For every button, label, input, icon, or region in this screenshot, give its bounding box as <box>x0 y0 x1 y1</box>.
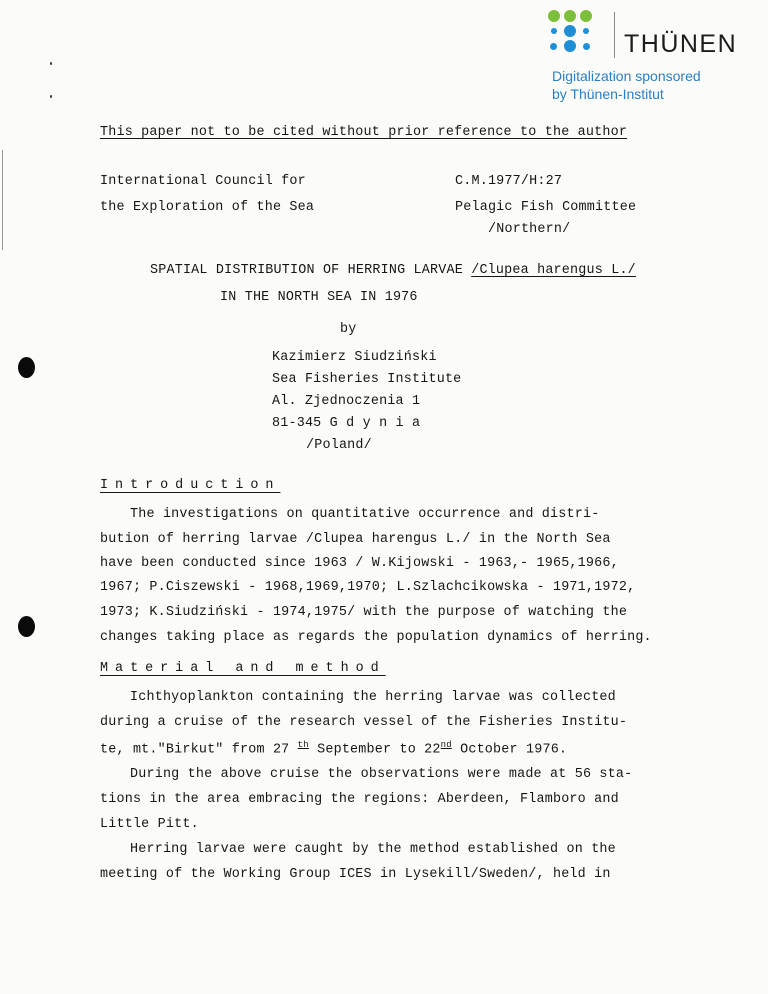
intro-line: The investigations on quantitative occurrence and distri- <box>130 507 600 522</box>
committee-line-2: /Northern/ <box>488 222 571 237</box>
method-line: Little Pitt. <box>100 817 199 832</box>
punch-hole-top <box>18 357 35 378</box>
intro-line: 1973; K.Siudziński - 1974,1975/ with the purpose of watching the <box>100 605 628 620</box>
thunen-logo-dots <box>548 8 606 56</box>
sponsor-line-1: Digitalization sponsored <box>552 68 701 84</box>
method-line: during a cruise of the research vessel of the Fisheries Institu- <box>100 715 628 730</box>
punch-hole-bottom <box>18 616 35 637</box>
citation-notice: This paper not to be cited without prior reference to the author <box>100 125 628 140</box>
method-line: During the above cruise the observations were made at 56 sta- <box>130 767 633 782</box>
title-line-1 <box>150 263 636 278</box>
reference-code: C.M.1977/H:27 <box>455 174 563 189</box>
street-address: Al. Zjednoczenia 1 <box>272 394 421 409</box>
institute-name: Sea Fisheries Institute <box>272 372 462 387</box>
method-line: Ichthyoplankton containing the herring larvae was collected <box>130 690 616 705</box>
thunen-brand: THÜNEN <box>624 30 738 58</box>
org-line-1: International Council for <box>100 174 306 189</box>
logo-divider <box>614 12 615 58</box>
method-line-dates <box>100 740 567 757</box>
org-line-2: the Exploration of the Sea <box>100 200 315 215</box>
method-line: tions in the area embracing the regions: Aberdeen, Flamboro and <box>100 792 619 807</box>
introduction-heading: Introduction <box>100 478 281 493</box>
dates-text-b: September to 22 <box>308 742 441 758</box>
intro-line: have been conducted since 1963 / W.Kijowski - 1963,- 1965,1966, <box>100 556 619 571</box>
method-line: Herring larvae were caught by the method established on the <box>130 842 616 857</box>
intro-line: changes taking place as regards the population dynamics of herring. <box>100 630 652 645</box>
by-line: by <box>340 322 357 337</box>
scan-speck <box>50 62 52 65</box>
committee-line-1: Pelagic Fish Committee <box>455 200 637 215</box>
dates-text-a: te, mt."Birkut" from 27 <box>100 742 298 758</box>
title-line-2: IN THE NORTH SEA IN 1976 <box>220 290 418 305</box>
title-species: /Clupea harengus L./ <box>471 263 636 278</box>
title-main: SPATIAL DISTRIBUTION OF HERRING LARVAE <box>150 263 472 278</box>
city-address: 81-345 G d y n i a <box>272 416 421 431</box>
material-method-heading: Material and method <box>100 661 386 676</box>
intro-line: 1967; P.Ciszewski - 1968,1969,1970; L.Szlachcikowska - 1971,1972, <box>100 580 636 595</box>
sponsor-line-2: by Thünen-Institut <box>552 86 664 102</box>
intro-line: bution of herring larvae /Clupea harengus L./ in the North Sea <box>100 532 611 547</box>
scan-edge <box>2 150 3 250</box>
dates-text-c: October 1976. <box>451 742 568 758</box>
scan-speck <box>50 95 52 98</box>
method-line: meeting of the Working Group ICES in Lysekill/Sweden/, held in <box>100 867 611 882</box>
author-name: Kazimierz Siudziński <box>272 350 437 365</box>
country: /Poland/ <box>306 438 372 453</box>
dates-sup-nd: nd <box>440 740 452 750</box>
dates-sup-th: th <box>297 740 309 750</box>
